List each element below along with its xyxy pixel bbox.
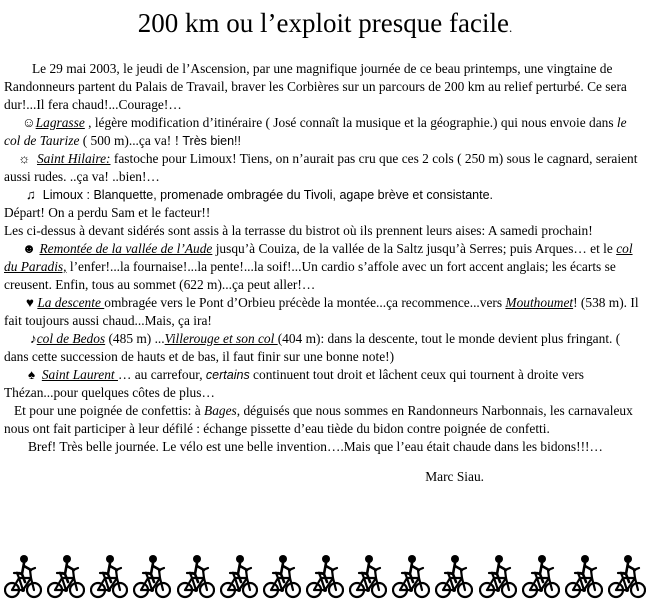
spade-icon: ♠ [28,367,36,382]
bages-text: Et pour une poignée de confettis: à [14,403,205,418]
heart-icon: ♥ [26,295,34,310]
signature-text: Marc Siau. [425,469,484,484]
bicycle-icon [349,552,387,600]
place-lagrasse: Lagrasse [35,115,85,130]
bicycle-icon [263,552,301,600]
link-descente: La descente [37,295,105,310]
paradis-text: l’enfer!...la fournaise!...la pente!...la soif!...Un cardio s’affole avec un fort accent anglais; les écarts se creusent. Enfin, tous au sommet (622 m)...ça peut aller!… [4,259,616,292]
taurize-text: ( 500 m)...ça va! ! [79,133,183,148]
music-notes-icon: ♫ [26,187,37,202]
title-text: 200 km ou l’exploit presque facile [137,8,509,38]
bicycle-icon [306,552,344,600]
col-paradis: col du Paradis, [4,241,633,274]
signature [4,468,644,486]
music-note-icon: ♪ [30,331,37,346]
place-vallee-aude: Remontée de la vallée de l’Aude [39,241,213,256]
bicycle-icon [177,552,215,600]
paragraph-limoux [4,186,644,204]
villerouge-text: (404 m): dans la descente, tout le monde devient plus fringant. ( dans cette succession de hauts et de bas, il faut finir sur une bonne note!) [4,331,621,364]
paragraph-bages [4,402,644,438]
paragraph-saint-laurent [4,366,644,402]
place-saint-hilaire: Saint Hilaire: [36,151,111,166]
place-bages: Bages [204,403,237,418]
page-title [0,6,650,45]
bicycle-row [4,552,646,602]
article-body [4,60,644,486]
lagrasse-text: , légère modification d’itinéraire ( José connaît la musique et la géographie.) qui nous envoie dans [84,115,617,130]
paragraph-saint-hilaire [4,150,644,186]
mouthoumet-text: ! (538 m). Il fait toujours aussi chaud...Mais, ça ira! [4,295,639,328]
title-period: . [508,20,513,35]
bicycle-icon [522,552,560,600]
paragraph-depart [4,204,644,222]
tres-bien-text: Très bien!! [182,134,241,148]
paragraph-aude [4,240,644,294]
bicycle-icon [435,552,473,600]
paragraph-bedos [4,330,644,366]
bicycle-icon [4,552,42,600]
bicycle-icon [220,552,258,600]
certains-text: certains [205,368,250,382]
intro-text: Le 29 mai 2003, le jeudi de l’Ascension, par une magnifique journée de ce beau printemps, une vingtaine de Randonneurs partent du Palais de Travail, braver les Corbières sur un parcours de 200 km au relief perturbé. Ce sera dur!...Il fera chaud!...Courage!… [4,61,627,112]
limoux-text: Limoux : Blanquette, promenade ombragée du Tivoli, agape brève et consistante. [42,188,494,202]
sun-icon: ☼ [18,151,31,166]
place-saint-laurent: Saint Laurent [41,367,118,382]
bicycle-icon [608,552,646,600]
bistrot-text: Les ci-dessus à devant sidérés sont assis à la terrasse du bistrot où ils prennent leurs aises: A samedi prochain! [4,223,593,238]
col-bedos: col de Bedos [36,331,106,346]
place-villerouge: Villerouge et son col [164,331,278,346]
paragraph-lagrasse [4,114,644,150]
saint-hilaire-text: fastoche pour Limoux! Tiens, on n’aurait pas cru que ces 2 cols ( 250 m) sous le cagnard, seraient aussi rudes. ..ça va! ..bien!… [4,151,638,184]
thezan-text: continuent tout droit et lâchent ceux qui tournent à droite vers Thézan...pour quelques côtes de plus… [4,367,584,400]
bicycle-icon [90,552,128,600]
bicycle-icon [47,552,85,600]
paragraph-intro [4,60,644,114]
place-mouthoumet: Mouthoumet [505,295,574,310]
smiley-icon: ☺ [22,115,36,130]
descente-text: ombragée vers le Pont d’Orbieu précède la montée...ça recommence...vers [104,295,506,310]
bedos-text: (485 m) ... [105,331,165,346]
black-smiley-icon: ☻ [22,241,37,256]
paragraph-bistrot [4,222,644,240]
bicycle-icon [479,552,517,600]
saint-laurent-text: … au carrefour, [117,367,206,382]
aude-text: jusqu’à Couiza, de la vallée de la Saltz jusqu’à Serres; puis Arques… et le [212,241,617,256]
bicycle-icon [565,552,603,600]
conclusion-text: Bref! Très belle journée. Le vélo est une belle invention….Mais que l’eau était chaude dans les bidons!!!… [28,439,603,454]
bicycle-icon [392,552,430,600]
depart-text: Départ! On a perdu Sam et le facteur!! [4,205,211,220]
paragraph-descente [4,294,644,330]
paragraph-conclusion [4,438,644,456]
col-taurize: le col de Taurize [4,115,627,148]
confetti-text: , déguisés que nous sommes en Randonneurs Narbonnais, les carnavaleux nous ont fait participer à leur défilé : échange pissette d’eau tiède du bidon contre poignée de confetti. [4,403,633,436]
bicycle-icon [133,552,171,600]
